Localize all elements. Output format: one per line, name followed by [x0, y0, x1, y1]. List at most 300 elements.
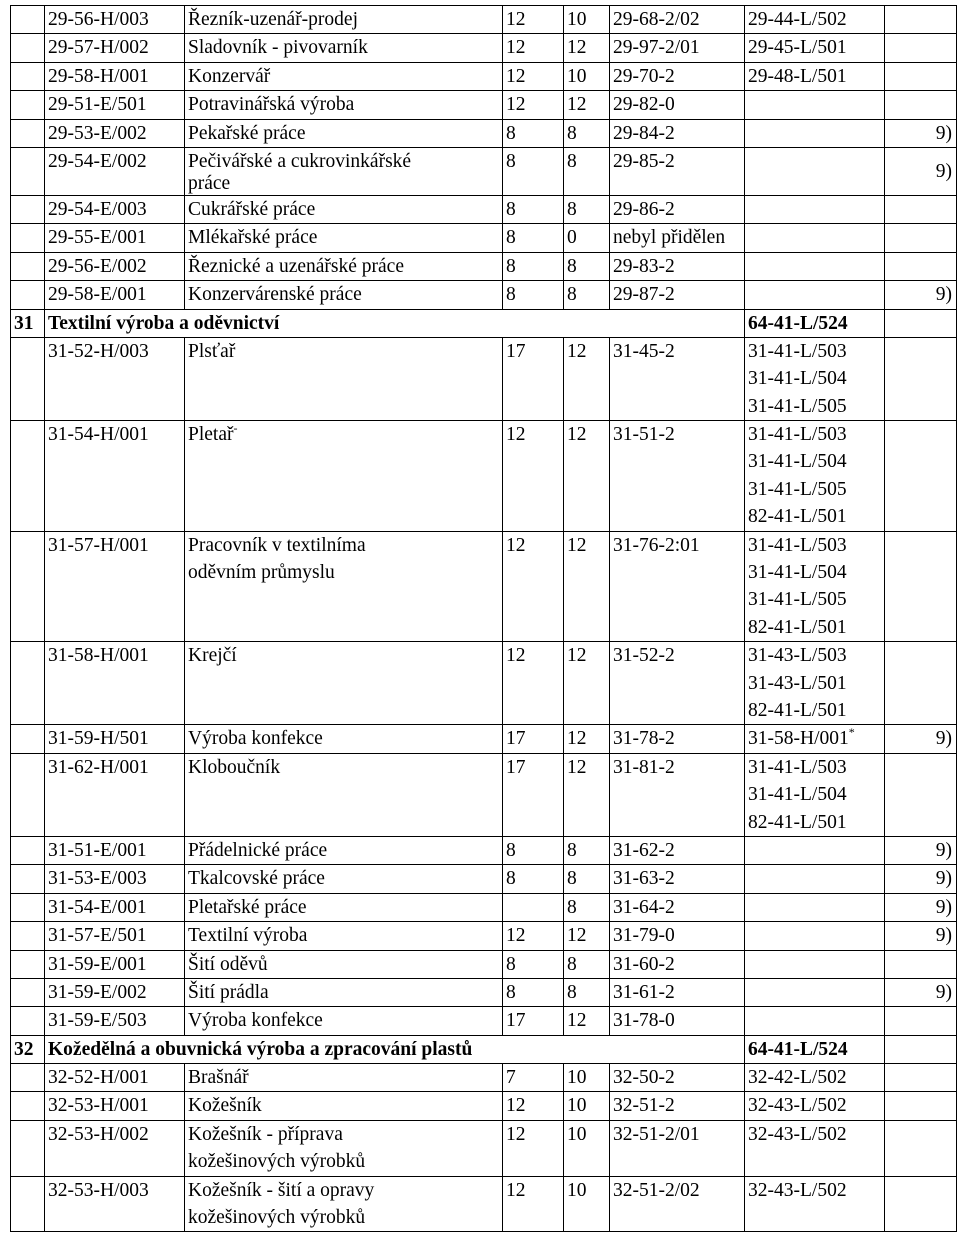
table-row	[11, 6, 957, 34]
old-code-text: nebyl přidělen	[613, 227, 726, 249]
footnote-ref	[888, 253, 952, 280]
group-text: 8	[567, 150, 577, 172]
code-cell	[45, 865, 185, 893]
index-cell	[11, 91, 45, 119]
code-text: 32-52-H/001	[48, 1067, 149, 1089]
code-text: 29-51-E/501	[48, 94, 147, 116]
note-cell	[885, 950, 957, 978]
name-cell	[185, 642, 503, 725]
old-code-cell	[610, 753, 745, 836]
table-row	[11, 950, 957, 978]
duration-text: 8	[506, 150, 516, 172]
table-row	[11, 1176, 957, 1232]
duration-text: 12	[506, 1123, 526, 1145]
note-cell	[885, 281, 957, 309]
old-code-text: 31-76-2:01	[613, 534, 700, 556]
code-text: 31-59-E/001	[48, 953, 147, 975]
section-number-text: 31	[14, 312, 34, 334]
code-text: 32-53-H/003	[48, 1179, 149, 1201]
old-code-text: 29-83-2	[613, 255, 675, 277]
group-text: 8	[567, 122, 577, 144]
old-code-cell	[610, 725, 745, 753]
related-code: 31-41-L/505	[748, 478, 847, 500]
footnote-ref: 9)	[935, 896, 952, 918]
code-text: 31-54-E/001	[48, 896, 147, 918]
old-code-cell	[610, 224, 745, 252]
index-cell	[11, 922, 45, 950]
code-text: 31-59-E/503	[48, 1010, 147, 1032]
related-code-superscript: *	[848, 725, 855, 740]
duration-cell	[503, 1064, 564, 1092]
duration-text: 12	[506, 925, 526, 947]
duration-text: 17	[506, 340, 526, 362]
name-line: kožešinových výrobků	[188, 1151, 366, 1173]
code-text: 32-53-H/001	[48, 1095, 149, 1117]
index-cell	[11, 1176, 45, 1232]
related-codes-cell	[745, 91, 885, 119]
group-text: 12	[567, 94, 587, 116]
name-line: Krejčí	[188, 645, 237, 667]
code-cell	[45, 195, 185, 223]
duration-cell	[503, 224, 564, 252]
name-cell	[185, 1007, 503, 1035]
old-code-text: 29-82-0	[613, 94, 675, 116]
related-code: 31-43-L/501	[748, 672, 847, 694]
duration-text: 12	[506, 37, 526, 59]
old-code-text: 31-79-0	[613, 925, 675, 947]
duration-cell	[503, 91, 564, 119]
section-title-text: Textilní výroba a oděvnictví	[48, 312, 280, 334]
related-codes-cell	[745, 1120, 885, 1176]
name-line: Plsťař	[188, 340, 236, 362]
group-cell	[564, 62, 610, 90]
old-code-text: 31-78-2	[613, 728, 675, 750]
group-cell	[564, 922, 610, 950]
code-cell	[45, 1092, 185, 1120]
duration-cell	[503, 421, 564, 532]
section-number-text: 32	[14, 1038, 34, 1060]
name-line: Sladovník - pivovarník	[188, 37, 368, 59]
name-line: Mlékařské práce	[188, 227, 318, 249]
name-cell	[185, 978, 503, 1006]
name-cell	[185, 922, 503, 950]
group-text: 8	[567, 953, 577, 975]
note-cell	[885, 978, 957, 1006]
footnote-ref	[888, 951, 952, 978]
code-text: 31-52-H/003	[48, 340, 149, 362]
group-text: 8	[567, 981, 577, 1003]
duration-cell	[503, 642, 564, 725]
note-cell	[885, 725, 957, 753]
related-codes-cell	[745, 922, 885, 950]
table-row	[11, 725, 957, 753]
footnote-ref	[888, 642, 952, 669]
name-cell	[185, 252, 503, 280]
group-cell	[564, 337, 610, 420]
group-text: 10	[567, 1067, 587, 1089]
code-text: 31-62-H/001	[48, 756, 149, 778]
note-cell	[885, 252, 957, 280]
footnote-ref	[888, 6, 952, 33]
name-cell	[185, 91, 503, 119]
table-row	[11, 34, 957, 62]
group-cell	[564, 281, 610, 309]
name-cell	[185, 836, 503, 864]
name-line: Pekařské práce	[188, 122, 306, 144]
name-cell	[185, 62, 503, 90]
old-code-cell	[610, 6, 745, 34]
table-row	[11, 119, 957, 147]
name-line: Potravinářská výroba	[188, 94, 355, 116]
group-text: 8	[567, 255, 577, 277]
duration-cell	[503, 531, 564, 642]
group-cell	[564, 1176, 610, 1232]
related-code: 31-58-H/001	[748, 728, 849, 750]
related-codes-cell	[745, 337, 885, 420]
old-code-text: 31-60-2	[613, 953, 675, 975]
index-cell	[11, 337, 45, 420]
related-codes-cell	[745, 642, 885, 725]
name-cell	[185, 421, 503, 532]
footnote-ref	[888, 34, 952, 61]
index-cell	[11, 531, 45, 642]
duration-text: 17	[506, 1010, 526, 1032]
group-cell	[564, 836, 610, 864]
group-cell	[564, 91, 610, 119]
table-row	[11, 1092, 957, 1120]
code-text: 31-54-H/001	[48, 424, 149, 446]
name-line: Konzervárenské práce	[188, 284, 362, 306]
group-cell	[564, 753, 610, 836]
old-code-text: 31-61-2	[613, 981, 675, 1003]
code-text: 29-55-E/001	[48, 227, 147, 249]
note-cell	[885, 337, 957, 420]
section-number	[11, 1035, 45, 1063]
code-cell	[45, 725, 185, 753]
group-text: 12	[567, 424, 587, 446]
name-cell	[185, 893, 503, 921]
code-text: 31-53-E/003	[48, 868, 147, 890]
old-code-cell	[610, 1120, 745, 1176]
code-text: 29-57-H/002	[48, 37, 149, 59]
code-cell	[45, 252, 185, 280]
name-cell	[185, 1092, 503, 1120]
footnote-ref: 9)	[935, 839, 952, 861]
group-text: 12	[567, 37, 587, 59]
note-cell	[885, 753, 957, 836]
code-cell	[45, 119, 185, 147]
related-code: 31-41-L/505	[748, 589, 847, 611]
name-cell	[185, 865, 503, 893]
name-line: Brašnář	[188, 1067, 249, 1089]
related-codes-cell	[745, 1007, 885, 1035]
duration-text: 12	[506, 9, 526, 30]
old-code-text: 32-51-2/01	[613, 1123, 700, 1145]
related-codes-cell	[745, 119, 885, 147]
group-text: 8	[567, 284, 577, 306]
related-codes-cell	[745, 34, 885, 62]
code-cell	[45, 62, 185, 90]
old-code-cell	[610, 337, 745, 420]
name-line: Výroba konfekce	[188, 728, 323, 750]
code-text: 31-57-H/001	[48, 534, 149, 556]
name-cell	[185, 281, 503, 309]
code-cell	[45, 34, 185, 62]
group-text: 10	[567, 1123, 587, 1145]
index-cell	[11, 6, 45, 34]
name-line: Výroba konfekce	[188, 1010, 323, 1032]
group-cell	[564, 147, 610, 195]
table-row	[11, 1120, 957, 1176]
old-code-text: 29-84-2	[613, 122, 675, 144]
code-cell	[45, 421, 185, 532]
duration-text: 8	[506, 953, 516, 975]
old-code-cell	[610, 950, 745, 978]
related-codes-cell	[745, 1092, 885, 1120]
old-code-text: 32-50-2	[613, 1067, 675, 1089]
group-cell	[564, 725, 610, 753]
old-code-cell	[610, 281, 745, 309]
old-code-cell	[610, 1176, 745, 1232]
duration-text: 8	[506, 839, 516, 861]
name-cell	[185, 34, 503, 62]
duration-cell	[503, 252, 564, 280]
section-related-code-text: 64-41-L/524	[748, 312, 848, 334]
footnote-ref	[888, 196, 952, 223]
group-cell	[564, 865, 610, 893]
related-code: 29-44-L/502	[748, 9, 847, 30]
note-cell	[885, 91, 957, 119]
related-code: 32-42-L/502	[748, 1067, 847, 1089]
related-code: 31-41-L/503	[748, 424, 847, 446]
section-title	[45, 1035, 745, 1063]
table-row	[11, 836, 957, 864]
related-codes-cell	[745, 195, 885, 223]
duration-text: 8	[506, 227, 516, 249]
group-cell	[564, 6, 610, 34]
table-row	[11, 531, 957, 642]
code-cell	[45, 6, 185, 34]
code-cell	[45, 893, 185, 921]
occupations-table	[10, 5, 957, 1232]
name-cell	[185, 119, 503, 147]
related-code: 31-41-L/504	[748, 562, 847, 584]
group-cell	[564, 1064, 610, 1092]
related-codes-cell	[745, 421, 885, 532]
related-code: 31-41-L/504	[748, 451, 847, 473]
duration-cell	[503, 34, 564, 62]
table-row	[11, 893, 957, 921]
old-code-cell	[610, 62, 745, 90]
duration-cell	[503, 893, 564, 921]
table-row	[11, 195, 957, 223]
group-text: 8	[567, 896, 577, 918]
code-text: 31-59-H/501	[48, 728, 149, 750]
table-body	[11, 6, 957, 1232]
duration-cell	[503, 281, 564, 309]
duration-cell	[503, 1176, 564, 1232]
duration-cell	[503, 922, 564, 950]
name-cell	[185, 6, 503, 34]
table-row	[11, 1064, 957, 1092]
duration-text: 12	[506, 1179, 526, 1201]
note-cell	[885, 195, 957, 223]
name-cell	[185, 725, 503, 753]
name-cell	[185, 337, 503, 420]
duration-cell	[503, 6, 564, 34]
related-code: 29-45-L/501	[748, 37, 847, 59]
duration-text: 8	[506, 255, 516, 277]
duration-text: 8	[506, 198, 516, 220]
group-text: 0	[567, 227, 577, 249]
duration-cell	[503, 119, 564, 147]
old-code-cell	[610, 91, 745, 119]
group-text: 10	[567, 1179, 587, 1201]
group-text: 10	[567, 9, 587, 30]
name-line: práce	[188, 172, 231, 194]
duration-text	[506, 894, 563, 921]
code-cell	[45, 978, 185, 1006]
old-code-cell	[610, 836, 745, 864]
old-code-text: 31-51-2	[613, 424, 675, 446]
group-text: 10	[567, 1095, 587, 1117]
old-code-cell	[610, 922, 745, 950]
related-codes-cell	[745, 224, 885, 252]
old-code-cell	[610, 1092, 745, 1120]
name-line: Pletařské práce	[188, 896, 307, 918]
note-cell	[885, 893, 957, 921]
old-code-cell	[610, 865, 745, 893]
table-row	[11, 224, 957, 252]
related-codes-cell	[745, 978, 885, 1006]
index-cell	[11, 1064, 45, 1092]
footnote-ref	[888, 1177, 952, 1204]
related-code: 32-43-L/502	[748, 1179, 847, 1201]
name-cell	[185, 195, 503, 223]
code-cell	[45, 1064, 185, 1092]
footnote-ref: 9)	[935, 122, 952, 144]
note-cell	[885, 147, 957, 195]
related-codes-cell	[745, 836, 885, 864]
old-code-cell	[610, 34, 745, 62]
table-row	[11, 91, 957, 119]
section-related-code-text: 64-41-L/524	[748, 1038, 848, 1060]
name-cell	[185, 1064, 503, 1092]
table-row	[11, 978, 957, 1006]
group-text: 12	[567, 728, 587, 750]
index-cell	[11, 836, 45, 864]
index-cell	[11, 281, 45, 309]
related-code: 31-43-L/503	[748, 645, 847, 667]
footnote-ref: 9)	[935, 925, 952, 947]
related-codes-cell	[745, 281, 885, 309]
code-cell	[45, 753, 185, 836]
group-cell	[564, 978, 610, 1006]
related-codes-cell	[745, 753, 885, 836]
note-cell	[885, 1007, 957, 1035]
footnote-ref	[888, 754, 952, 781]
duration-cell	[503, 1120, 564, 1176]
duration-text: 17	[506, 756, 526, 778]
footnote-ref	[888, 224, 952, 251]
name-line: Kožešník - šití a opravy	[188, 1179, 375, 1201]
duration-text: 12	[506, 1095, 526, 1117]
duration-text: 8	[506, 284, 516, 306]
old-code-text: 31-78-0	[613, 1010, 675, 1032]
old-code-text: 29-86-2	[613, 198, 675, 220]
group-cell	[564, 893, 610, 921]
group-cell	[564, 421, 610, 532]
old-code-cell	[610, 252, 745, 280]
related-codes-cell	[745, 62, 885, 90]
footnote-ref: 9)	[935, 868, 952, 890]
note-cell	[885, 34, 957, 62]
note-cell	[885, 309, 957, 337]
old-code-cell	[610, 531, 745, 642]
note-cell	[885, 119, 957, 147]
duration-cell	[503, 195, 564, 223]
code-cell	[45, 91, 185, 119]
old-code-cell	[610, 421, 745, 532]
name-line: Pletař	[188, 424, 234, 446]
duration-cell	[503, 147, 564, 195]
group-text: 12	[567, 925, 587, 947]
note-cell	[885, 922, 957, 950]
note-cell	[885, 531, 957, 642]
code-text: 29-58-E/001	[48, 284, 147, 306]
code-cell	[45, 950, 185, 978]
table-row	[11, 62, 957, 90]
code-cell	[45, 337, 185, 420]
duration-cell	[503, 725, 564, 753]
related-code: 82-41-L/501	[748, 506, 847, 528]
code-text: 29-53-E/002	[48, 122, 147, 144]
group-cell	[564, 119, 610, 147]
name-line: Textilní výroba	[188, 925, 308, 947]
code-text: 29-54-E/003	[48, 198, 147, 220]
duration-text: 12	[506, 424, 526, 446]
note-cell	[885, 1092, 957, 1120]
old-code-text: 31-81-2	[613, 756, 675, 778]
footnote-ref	[888, 1007, 952, 1034]
old-code-text: 31-45-2	[613, 340, 675, 362]
duration-cell	[503, 337, 564, 420]
related-code: 82-41-L/501	[748, 616, 847, 638]
related-codes-cell	[745, 893, 885, 921]
index-cell	[11, 147, 45, 195]
index-cell	[11, 865, 45, 893]
group-text: 12	[567, 534, 587, 556]
related-codes-cell	[745, 865, 885, 893]
old-code-text: 31-52-2	[613, 645, 675, 667]
name-line: Šití prádla	[188, 981, 269, 1003]
duration-text: 12	[506, 65, 526, 87]
name-cell	[185, 1176, 503, 1232]
index-cell	[11, 1120, 45, 1176]
related-codes-cell	[745, 531, 885, 642]
index-cell	[11, 893, 45, 921]
table-row	[11, 252, 957, 280]
section-title-text: Kožedělná a obuvnická výroba a zpracování plastů	[48, 1038, 473, 1060]
duration-text: 8	[506, 981, 516, 1003]
code-text: 31-59-E/002	[48, 981, 147, 1003]
note-cell	[885, 865, 957, 893]
note-cell	[885, 224, 957, 252]
group-cell	[564, 1007, 610, 1035]
footnote-ref	[888, 338, 952, 365]
duration-cell	[503, 950, 564, 978]
name-cell	[185, 950, 503, 978]
